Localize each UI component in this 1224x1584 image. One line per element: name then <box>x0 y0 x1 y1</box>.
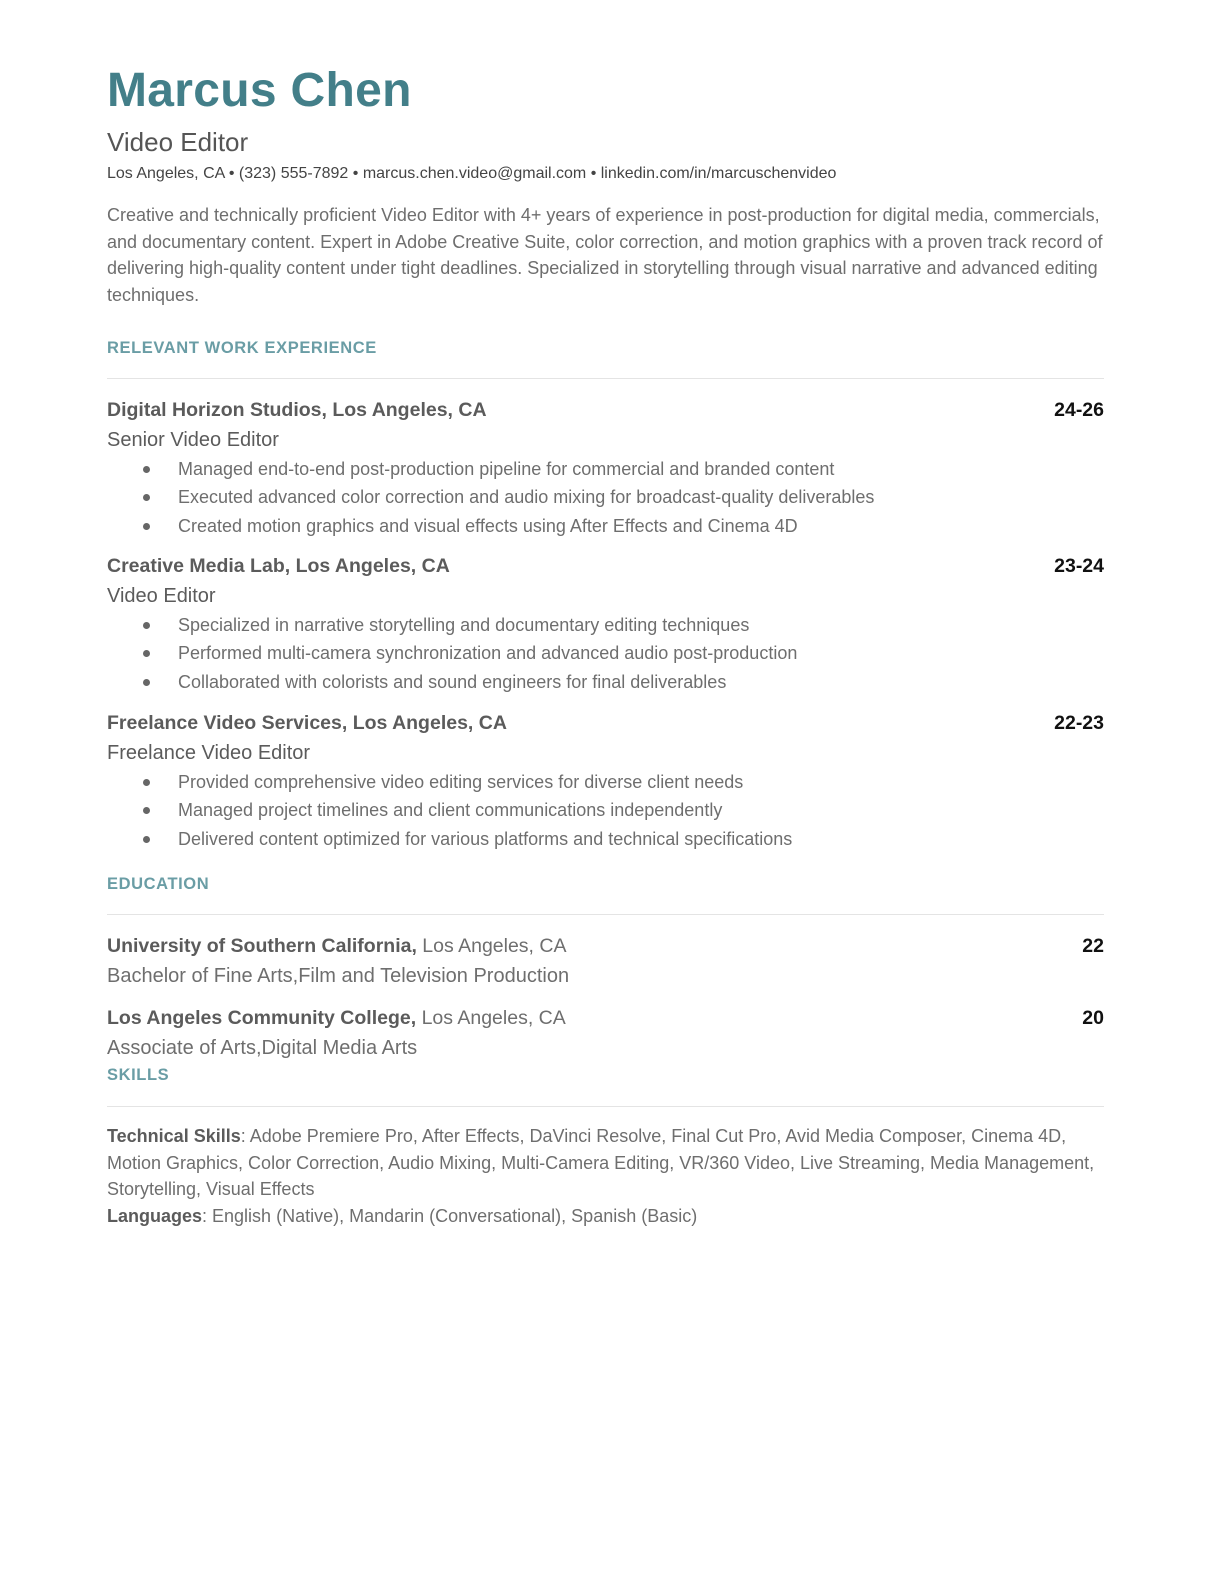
job-entry <box>107 709 1104 853</box>
bullet-icon <box>143 807 150 814</box>
bullet-item <box>107 639 1104 667</box>
skills-heading: SKILLS <box>107 1066 170 1084</box>
candidate-name: Marcus Chen <box>107 64 412 117</box>
skills-divider <box>107 1106 1104 1107</box>
job-role: Video Editor <box>107 585 216 607</box>
job-entry <box>107 552 1104 696</box>
technical-skills-list: : Adobe Premiere Pro, After Effects, DaVinci Resolve, Final Cut Pro, Avid Media Composer, Cinema 4D, Motion Graphics, Color Correction, Audio Mixing, Multi-Camera Editing, VR/360 Video, Live Streaming, Media Management, Storytelling, Visual Effects <box>107 1126 1095 1200</box>
bullet-icon <box>143 494 150 501</box>
job-employer: Creative Media Lab, Los Angeles, CA <box>107 555 450 577</box>
education-divider <box>107 914 1104 915</box>
contact-line: Los Angeles, CA • (323) 555-7892 • marcus.chen.video@gmail.com • linkedin.com/in/marcuschenvideo <box>107 165 837 182</box>
education-dates: 20 <box>1082 1007 1104 1029</box>
bullet-item <box>107 611 1104 639</box>
bullet-text: Specialized in narrative storytelling and documentary editing techniques <box>178 615 750 635</box>
bullet-text: Performed multi-camera synchronization and advanced audio post-production <box>178 643 798 664</box>
job-title: Video Editor <box>107 127 249 157</box>
job-dates: 22-23 <box>1054 712 1104 734</box>
bullet-icon <box>143 836 150 843</box>
job-bullets <box>107 768 1104 853</box>
education-entry <box>107 932 1104 991</box>
bullet-item <box>107 825 1104 853</box>
bullet-text: Created motion graphics and visual effects using After Effects and Cinema 4D <box>178 515 798 536</box>
bullet-text: Managed end-to-end post-production pipeline for commercial and branded content <box>178 459 835 479</box>
job-employer: Freelance Video Services, Los Angeles, CA <box>107 712 507 734</box>
bullet-item <box>107 483 1104 511</box>
bullet-item <box>107 668 1104 696</box>
job-bullets <box>107 455 1104 540</box>
job-role: Senior Video Editor <box>107 429 279 451</box>
bullet-item <box>107 768 1104 796</box>
languages-list: : English (Native), Mandarin (Conversational), Spanish (Basic) <box>202 1206 698 1227</box>
bullet-icon <box>143 779 150 786</box>
bullet-icon <box>143 523 150 530</box>
education-entry <box>107 1004 1104 1063</box>
bullet-text: Managed project timelines and client communications independently <box>178 800 723 821</box>
professional-summary: Creative and technically proficient Video Editor with 4+ years of experience in post-production for digital media, commercials, and documentary content. Expert in Adobe Creative Suite, color correction, and motion graphics with a proven track record of delivering high-quality content under tight deadlines. Specialized in storytelling through visual narrative and advanced editing techniques. <box>107 205 1103 306</box>
job-employer: Digital Horizon Studios, Los Angeles, CA <box>107 399 487 421</box>
bullet-icon <box>143 679 150 686</box>
bullet-text: Provided comprehensive video editing services for diverse client needs <box>178 772 744 792</box>
bullet-text: Delivered content optimized for various platforms and technical specifications <box>178 828 793 849</box>
bullet-icon <box>143 650 150 657</box>
job-bullets <box>107 611 1104 696</box>
bullet-text: Executed advanced color correction and audio mixing for broadcast-quality deliverables <box>178 487 875 508</box>
bullet-text: Collaborated with colorists and sound engineers for final deliverables <box>178 671 727 692</box>
technical-skills-label: Technical Skills <box>107 1126 241 1146</box>
education-dates: 22 <box>1082 935 1104 957</box>
school-name: University of Southern California, <box>107 935 417 957</box>
bullet-item <box>107 512 1104 540</box>
job-dates: 24-26 <box>1054 399 1104 421</box>
job-role: Freelance Video Editor <box>107 742 311 764</box>
bullet-item <box>107 455 1104 483</box>
degree: Bachelor of Fine Arts,Film and Television Production <box>107 965 570 987</box>
experience-heading: RELEVANT WORK EXPERIENCE <box>107 339 377 357</box>
education-heading: EDUCATION <box>107 875 210 893</box>
job-dates: 23-24 <box>1054 555 1104 577</box>
school-location: Los Angeles, CA <box>416 1007 566 1029</box>
bullet-icon <box>143 622 150 629</box>
bullet-item <box>107 796 1104 824</box>
job-entry <box>107 396 1104 540</box>
bullet-icon <box>143 466 150 473</box>
skills-block <box>107 1123 1104 1230</box>
school-name: Los Angeles Community College, <box>107 1007 417 1029</box>
school-location: Los Angeles, CA <box>416 935 567 957</box>
experience-divider <box>107 378 1104 379</box>
languages-label: Languages <box>107 1206 203 1227</box>
degree: Associate of Arts,Digital Media Arts <box>107 1037 418 1059</box>
